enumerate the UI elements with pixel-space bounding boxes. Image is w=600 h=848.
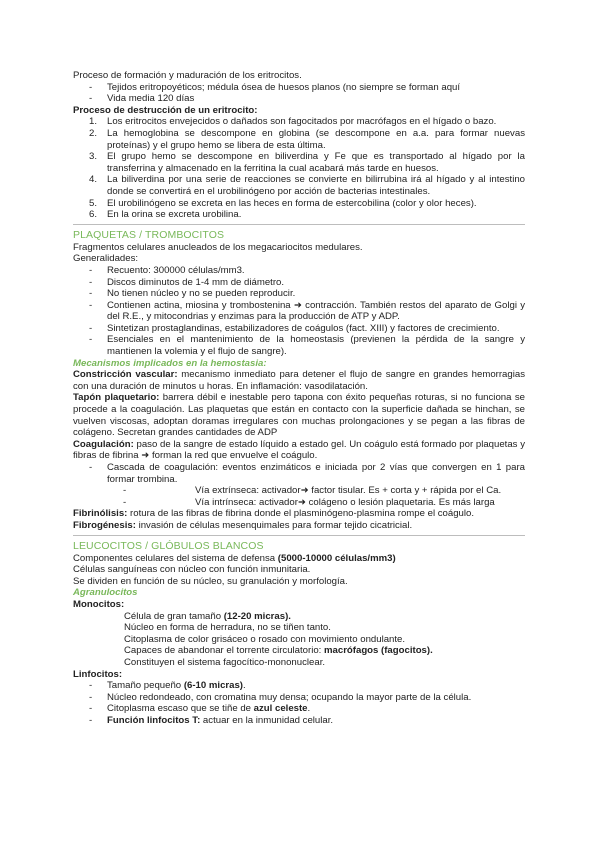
- list-item: - Núcleo redondeado, con cromatina muy densa; ocupando la mayor parte de la célula.: [89, 691, 472, 703]
- list-item: 1. Los eritrocitos envejecidos o dañados son fagocitados por macrófagos en el hígado o bazo.: [89, 116, 497, 128]
- linfocitos-title: Linfocitos:: [73, 668, 123, 680]
- list-item: - Vida media 120 días: [89, 93, 195, 105]
- list-item: - Función linfocitos T: actuar en la inmunidad celular.: [89, 714, 334, 726]
- list-item: - Contienen actina, miosina y trombostenina ➜ contracción. También restos del aparato de Golgi y del R.E., y mitocondrias y enzimas para la producción de ATP y ADP.: [89, 299, 525, 323]
- fibrinolysis: Fibrinólisis: rotura de las fibras de fibrina donde el plasminógeno-plasmina rompe el coágulo.: [73, 508, 475, 520]
- document-page: [73, 70, 525, 726]
- plaquetas-heading: PLAQUETAS / TROMBOCITOS: [73, 228, 225, 241]
- platelet-plug: Tapón plaquetario: barrera débil e inestable pero tapona con éxito pequeñas roturas, si no funciona se procede a la coagulación. Las plaquetas que están en contacto con la superficie dañada se hinchan, se vuelven viscosas, adoptan doramas irregulares con muchas prolongaciones y se pegan a las fibras de colágeno. Secretan grandes cantidades de ADP: [73, 392, 525, 439]
- destruction-title: Proceso de destrucción de un eritrocito:: [73, 104, 258, 116]
- mono-line: Citoplasma de color grisáceo o rosado con movimiento ondulante.: [124, 633, 406, 645]
- agranulocitos-title: Agranulocitos: [73, 587, 138, 599]
- section-divider: [73, 535, 525, 536]
- leucocitos-line3: Se dividen en función de su núcleo, su granulación y morfología.: [73, 575, 348, 587]
- list-item: - Citoplasma escaso que se tiñe de azul celeste.: [89, 703, 311, 715]
- leucocitos-heading: LEUCOCITOS / GLÓBULOS BLANCOS: [73, 539, 264, 552]
- list-item: 3. El grupo hemo se descompone en biliverdina y Fe que es transportado al hígado por la transferrina y almacenado en la ferritina la cual acabará más tarde en huesos.: [89, 151, 525, 174]
- list-item: - Sintetizan prostaglandinas, estabilizadores de coágulos (fact. XIII) y factores de crecimiento.: [89, 322, 500, 334]
- list-item: - Esenciales en el mantenimiento de la homeostasis (previenen la pérdida de la sangre y mantienen la volemia y el flujo de sangre).: [89, 334, 525, 358]
- list-item: 2. La hemoglobina se descompone en globina (se descompone en a.a. para formar nuevas proteínas) y el grupo hemo se libera de esta última.: [89, 127, 525, 151]
- list-item: - Tamaño pequeño (6-10 micras).: [89, 680, 246, 692]
- list-item: 6. En la orina se excreta urobilina.: [89, 209, 242, 221]
- leucocitos-line2: Células sanguíneas con núcleo con función inmunitaria.: [73, 564, 311, 576]
- mono-line: Célula de gran tamaño (12-20 micras).: [124, 610, 291, 622]
- leucocitos-line1: Componentes celulares del sistema de defensa (5000-10000 células/mm3): [73, 552, 396, 564]
- list-item: - Cascada de coagulación: eventos enzimáticos e iniciada por 2 vías que convergen en 1 para formar trombina.: [89, 462, 525, 485]
- list-item: - Tejidos eritropoyéticos; médula ósea de huesos planos (no siempre se forman aquí: [89, 81, 461, 93]
- list-item: - Discos diminutos de 1-4 mm de diámetro.: [89, 276, 285, 288]
- list-item: 5. El urobilinógeno se excreta en las heces en forma de estercobilina (color y olor heces).: [89, 197, 477, 209]
- monocitos-title: Monocitos:: [73, 598, 125, 610]
- mono-line: Constituyen el sistema fagocítico-mononuclear.: [124, 656, 326, 668]
- mono-line: Núcleo en forma de herradura, no se tiñen tanto.: [124, 622, 331, 634]
- list-item: - Vía intrínseca: activador➜ colágeno o lesión plaquetaria. Es más larga: [123, 496, 495, 508]
- mono-line: Capaces de abandonar el torrente circulatorio: macrófagos (fagocitos).: [124, 645, 433, 657]
- mechanisms-title: Mecanismos implicados en la hemostasia:: [73, 357, 267, 369]
- list-item: - Recuento: 300000 células/mm3.: [89, 264, 245, 276]
- fibrogenesis: Fibrogénesis: invasión de células mesenquimales para formar tejido cicatricial.: [73, 519, 413, 531]
- coagulation: Coagulación: paso de la sangre de estado líquido a estado gel. Un coágulo está formado por plaquetas y fibras de fibrina ➜ forman la red que envuelve el coágulo.: [73, 438, 525, 462]
- list-item: - Vía extrínseca: activador➜ factor tisular. Es + corta y + rápida por el Ca.: [123, 485, 502, 497]
- list-item: 4. La biliverdina por una serie de reacciones se convierte en bilirrubina irá al hígado y al intestino donde se convertirá en el urobilinógeno por acción de bacterias intestinales.: [89, 174, 525, 197]
- plaquetas-intro: Fragmentos celulares anucleados de los megacariocitos medulares.: [73, 241, 363, 253]
- section-divider: [73, 224, 525, 225]
- list-item: - No tienen núcleo y no se pueden reproducir.: [89, 288, 296, 300]
- vascular-constriction: Constricción vascular: mecanismo inmediato para detener el flujo de sangre en grandes hemorragias con una duración de minutos u horas. En inflamación: vasodilatación.: [73, 369, 525, 392]
- erythro-intro: Proceso de formación y maduración de los eritrocitos.: [73, 70, 302, 81]
- generalidades-label: Generalidades:: [73, 253, 139, 265]
